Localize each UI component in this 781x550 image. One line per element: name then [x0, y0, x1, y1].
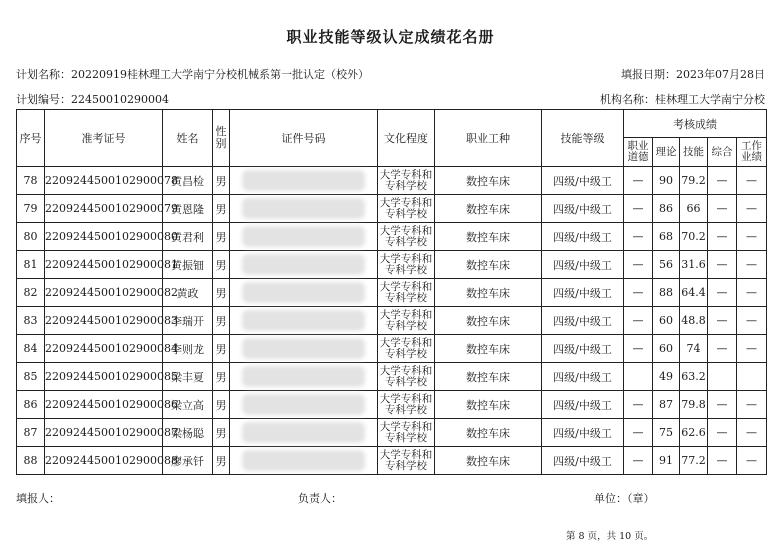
- cell-overall: —: [708, 447, 737, 475]
- redaction-blur: [242, 226, 365, 247]
- table-row: [17, 223, 767, 251]
- cell-seq: 86: [17, 391, 45, 419]
- cell-skill: 77.2: [680, 447, 708, 475]
- cell-skill: 48.8: [680, 307, 708, 335]
- cell-exam-number: 2209244500102900088: [45, 447, 163, 475]
- cell-name: 黄政: [163, 279, 213, 307]
- cell-seq: 88: [17, 447, 45, 475]
- cell-overall: [708, 363, 737, 391]
- cell-name: 李则龙: [163, 335, 213, 363]
- cell-exam-number: 2209244500102900084: [45, 335, 163, 363]
- cell-skill: 66: [680, 195, 708, 223]
- cell-job: 数控车床: [435, 195, 542, 223]
- cell-id-number-redacted: [230, 251, 378, 279]
- cell-overall: —: [708, 195, 737, 223]
- header-skill-level: 技能等级: [542, 110, 624, 167]
- table-row: [17, 335, 767, 363]
- cell-ethics: —: [624, 335, 653, 363]
- cell-exam-number: 2209244500102900078: [45, 167, 163, 195]
- table-row: [17, 391, 767, 419]
- cell-ethics: —: [624, 195, 653, 223]
- cell-exam-number: 2209244500102900080: [45, 223, 163, 251]
- header-gender: 性别: [213, 110, 230, 167]
- cell-ethics: —: [624, 447, 653, 475]
- page-indicator: 第 8 页，共 10 页。: [566, 531, 654, 542]
- cell-education: 大学专科和专科学校: [378, 307, 435, 335]
- cell-job: 数控车床: [435, 167, 542, 195]
- cell-theory: 87: [653, 391, 680, 419]
- cell-education: 大学专科和专科学校: [378, 223, 435, 251]
- table-row: [17, 279, 767, 307]
- cell-job: 数控车床: [435, 391, 542, 419]
- cell-overall: —: [708, 419, 737, 447]
- redaction-blur: [242, 338, 365, 359]
- unit-seal-label: 单位：（章）: [594, 492, 655, 505]
- cell-job: 数控车床: [435, 335, 542, 363]
- cell-ethics: —: [624, 167, 653, 195]
- cell-gender: 男: [213, 391, 230, 419]
- cell-ethics: —: [624, 391, 653, 419]
- table-row: [17, 363, 767, 391]
- cell-skill-level: 四级/中级工: [542, 251, 624, 279]
- cell-seq: 84: [17, 335, 45, 363]
- table-row: [17, 167, 767, 195]
- redaction-blur: [242, 170, 365, 191]
- cell-skill-level: 四级/中级工: [542, 307, 624, 335]
- cell-seq: 83: [17, 307, 45, 335]
- redaction-blur: [242, 198, 365, 219]
- cell-skill-level: 四级/中级工: [542, 223, 624, 251]
- fill-date: 填报日期：2023年07月28日: [621, 68, 765, 81]
- cell-theory: 68: [653, 223, 680, 251]
- cell-overall: —: [708, 167, 737, 195]
- header-assessment-scores: 考核成绩: [624, 110, 767, 138]
- cell-skill: 79.2: [680, 167, 708, 195]
- redaction-blur: [242, 254, 365, 275]
- header-id-number: 证件号码: [230, 110, 378, 167]
- cell-name: 黄昌检: [163, 167, 213, 195]
- cell-theory: 49: [653, 363, 680, 391]
- header-seq: 序号: [17, 110, 45, 167]
- table-row: [17, 195, 767, 223]
- cell-skill-level: 四级/中级工: [542, 419, 624, 447]
- cell-ethics: —: [624, 279, 653, 307]
- redaction-blur: [242, 366, 365, 387]
- cell-seq: 79: [17, 195, 45, 223]
- cell-job: 数控车床: [435, 419, 542, 447]
- score-roster-table: [16, 109, 767, 475]
- cell-job: 数控车床: [435, 447, 542, 475]
- cell-education: 大学专科和专科学校: [378, 363, 435, 391]
- cell-education: 大学专科和专科学校: [378, 279, 435, 307]
- cell-job: 数控车床: [435, 307, 542, 335]
- cell-gender: 男: [213, 363, 230, 391]
- cell-overall: —: [708, 391, 737, 419]
- cell-exam-number: 2209244500102900082: [45, 279, 163, 307]
- cell-seq: 78: [17, 167, 45, 195]
- cell-performance: —: [737, 223, 767, 251]
- cell-education: 大学专科和专科学校: [378, 391, 435, 419]
- cell-id-number-redacted: [230, 419, 378, 447]
- cell-overall: —: [708, 223, 737, 251]
- cell-skill: 70.2: [680, 223, 708, 251]
- cell-skill-level: 四级/中级工: [542, 335, 624, 363]
- cell-education: 大学专科和专科学校: [378, 167, 435, 195]
- cell-exam-number: 2209244500102900085: [45, 363, 163, 391]
- header-theory: 理论: [653, 138, 680, 167]
- cell-name: 梁杨聪: [163, 419, 213, 447]
- cell-id-number-redacted: [230, 279, 378, 307]
- cell-gender: 男: [213, 167, 230, 195]
- cell-skill: 31.6: [680, 251, 708, 279]
- table-row: [17, 419, 767, 447]
- cell-theory: 75: [653, 419, 680, 447]
- cell-performance: —: [737, 447, 767, 475]
- cell-seq: 80: [17, 223, 45, 251]
- cell-job: 数控车床: [435, 279, 542, 307]
- cell-overall: —: [708, 279, 737, 307]
- cell-name: 黄恩隆: [163, 195, 213, 223]
- redaction-blur: [242, 310, 365, 331]
- cell-performance: —: [737, 419, 767, 447]
- cell-overall: —: [708, 307, 737, 335]
- plan-number: 计划编号：22450010290004: [16, 93, 169, 106]
- cell-exam-number: 2209244500102900086: [45, 391, 163, 419]
- cell-skill-level: 四级/中级工: [542, 167, 624, 195]
- cell-theory: 91: [653, 447, 680, 475]
- cell-seq: 82: [17, 279, 45, 307]
- cell-job: 数控车床: [435, 363, 542, 391]
- cell-gender: 男: [213, 251, 230, 279]
- document-title: 职业技能等级认定成绩花名册: [286, 28, 495, 46]
- cell-education: 大学专科和专科学校: [378, 447, 435, 475]
- cell-performance: [737, 363, 767, 391]
- cell-ethics: —: [624, 223, 653, 251]
- cell-performance: —: [737, 251, 767, 279]
- plan-name: 计划名称：20220919桂林理工大学南宁分校机械系第一批认定（校外）: [16, 68, 369, 81]
- cell-ethics: —: [624, 307, 653, 335]
- cell-name: 黄君利: [163, 223, 213, 251]
- cell-skill-level: 四级/中级工: [542, 363, 624, 391]
- cell-id-number-redacted: [230, 195, 378, 223]
- header-overall: 综合: [708, 138, 737, 167]
- cell-job: 数控车床: [435, 223, 542, 251]
- cell-skill-level: 四级/中级工: [542, 447, 624, 475]
- cell-theory: 90: [653, 167, 680, 195]
- cell-gender: 男: [213, 447, 230, 475]
- cell-performance: —: [737, 279, 767, 307]
- cell-id-number-redacted: [230, 167, 378, 195]
- header-name: 姓名: [163, 110, 213, 167]
- header-skill: 技能: [680, 138, 708, 167]
- header-job: 职业工种: [435, 110, 542, 167]
- cell-theory: 60: [653, 307, 680, 335]
- cell-seq: 85: [17, 363, 45, 391]
- cell-education: 大学专科和专科学校: [378, 251, 435, 279]
- cell-performance: —: [737, 335, 767, 363]
- cell-skill: 74: [680, 335, 708, 363]
- cell-job: 数控车床: [435, 251, 542, 279]
- cell-education: 大学专科和专科学校: [378, 419, 435, 447]
- cell-exam-number: 2209244500102900081: [45, 251, 163, 279]
- cell-exam-number: 2209244500102900087: [45, 419, 163, 447]
- cell-seq: 87: [17, 419, 45, 447]
- cell-ethics: —: [624, 419, 653, 447]
- cell-name: 梁立高: [163, 391, 213, 419]
- cell-name: 廖承钎: [163, 447, 213, 475]
- cell-theory: 60: [653, 335, 680, 363]
- cell-name: 黄振钿: [163, 251, 213, 279]
- cell-gender: 男: [213, 335, 230, 363]
- table-row: [17, 447, 767, 475]
- cell-gender: 男: [213, 279, 230, 307]
- cell-gender: 男: [213, 195, 230, 223]
- table-row: [17, 307, 767, 335]
- redaction-blur: [242, 282, 365, 303]
- cell-performance: —: [737, 391, 767, 419]
- cell-theory: 88: [653, 279, 680, 307]
- cell-exam-number: 2209244500102900079: [45, 195, 163, 223]
- cell-id-number-redacted: [230, 363, 378, 391]
- cell-skill: 62.6: [680, 419, 708, 447]
- cell-id-number-redacted: [230, 307, 378, 335]
- cell-name: 李瑞开: [163, 307, 213, 335]
- cell-education: 大学专科和专科学校: [378, 195, 435, 223]
- cell-ethics: —: [624, 251, 653, 279]
- cell-skill: 63.2: [680, 363, 708, 391]
- cell-id-number-redacted: [230, 335, 378, 363]
- cell-gender: 男: [213, 419, 230, 447]
- cell-id-number-redacted: [230, 447, 378, 475]
- cell-skill-level: 四级/中级工: [542, 195, 624, 223]
- header-exam-number: 准考证号: [45, 110, 163, 167]
- redaction-blur: [242, 450, 365, 471]
- redaction-blur: [242, 422, 365, 443]
- cell-name: 梁丰夏: [163, 363, 213, 391]
- responsible-label: 负责人：: [298, 492, 342, 505]
- header-performance: 工作业绩: [737, 138, 767, 167]
- cell-education: 大学专科和专科学校: [378, 335, 435, 363]
- header-education: 文化程度: [378, 110, 435, 167]
- cell-overall: —: [708, 251, 737, 279]
- organization-name: 机构名称：桂林理工大学南宁分校: [600, 93, 765, 106]
- cell-performance: —: [737, 307, 767, 335]
- cell-skill-level: 四级/中级工: [542, 391, 624, 419]
- cell-id-number-redacted: [230, 391, 378, 419]
- cell-seq: 81: [17, 251, 45, 279]
- cell-performance: —: [737, 167, 767, 195]
- cell-theory: 56: [653, 251, 680, 279]
- cell-skill: 64.4: [680, 279, 708, 307]
- cell-skill: 79.8: [680, 391, 708, 419]
- cell-id-number-redacted: [230, 223, 378, 251]
- cell-performance: —: [737, 195, 767, 223]
- cell-gender: 男: [213, 223, 230, 251]
- reporter-label: 填报人：: [16, 492, 60, 505]
- cell-exam-number: 2209244500102900083: [45, 307, 163, 335]
- redaction-blur: [242, 394, 365, 415]
- cell-skill-level: 四级/中级工: [542, 279, 624, 307]
- header-ethics: 职业道德: [624, 138, 653, 167]
- cell-overall: —: [708, 335, 737, 363]
- cell-ethics: [624, 363, 653, 391]
- table-row: [17, 251, 767, 279]
- cell-gender: 男: [213, 307, 230, 335]
- cell-theory: 86: [653, 195, 680, 223]
